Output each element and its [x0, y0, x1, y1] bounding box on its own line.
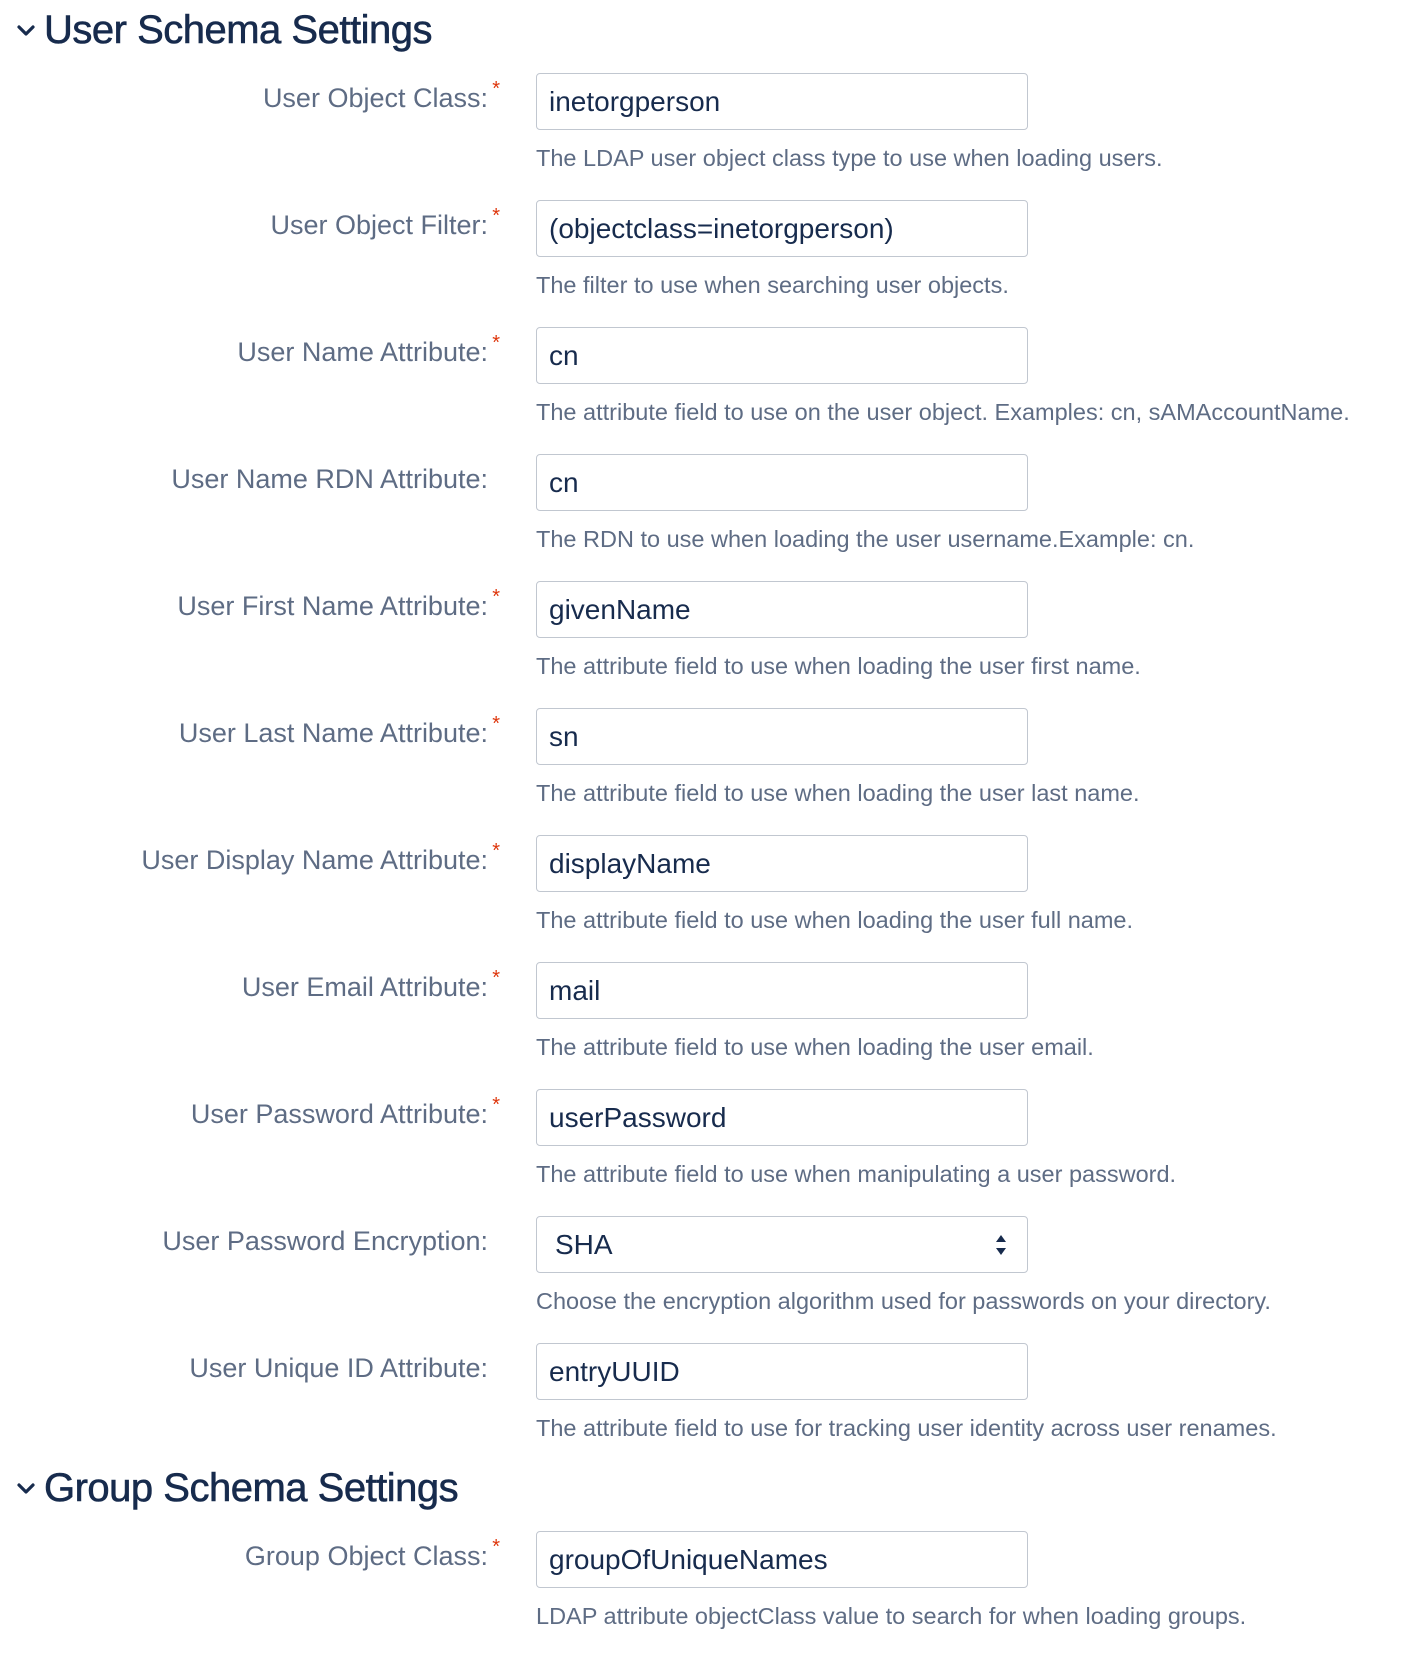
field-label: User Password Encryption: [162, 1226, 488, 1256]
field-help-text: The attribute field to use when loading the user first name. [536, 653, 1141, 679]
user-password-encryption-select[interactable] [536, 1216, 1028, 1273]
user-first-name-attribute-input[interactable] [536, 581, 1028, 638]
user-name-attribute-input[interactable] [536, 327, 1028, 384]
field-label: Group Object Class: * [244, 1536, 500, 1571]
required-marker: * [492, 78, 500, 100]
field-label: User Unique ID Attribute: [189, 1353, 488, 1383]
field-help-text: Choose the encryption algorithm used for passwords on your directory. [536, 1288, 1271, 1314]
field-user-unique-id-attribute [0, 1343, 1428, 1463]
field-label: User Object Filter: * [270, 205, 500, 240]
field-help-text: The attribute field to use when loading the user email. [536, 1034, 1094, 1060]
field-label: User First Name Attribute: * [177, 586, 500, 621]
field-user-name-rdn-attribute [0, 454, 1428, 574]
selected-value: SHA [555, 1228, 613, 1260]
field-label: User Password Attribute: * [190, 1094, 500, 1129]
user-last-name-attribute-input[interactable] [536, 708, 1028, 765]
field-label: User Display Name Attribute: * [141, 840, 500, 875]
required-marker: * [492, 205, 500, 227]
user-password-attribute-input[interactable] [536, 1089, 1028, 1146]
field-group-object-class [0, 1531, 1428, 1651]
field-help-text: The attribute field to use on the user object. Examples: cn, sAMAccountName. [536, 399, 1350, 425]
user-display-name-attribute-input[interactable] [536, 835, 1028, 892]
field-user-password-attribute [0, 1089, 1428, 1209]
field-help-text: The attribute field to use for tracking user identity across user renames. [536, 1415, 1277, 1441]
field-help-text: The filter to use when searching user objects. [536, 272, 1009, 298]
field-label: User Object Class: * [262, 78, 500, 113]
user-schema-section-header[interactable] [14, 8, 432, 53]
field-user-object-class [0, 73, 1428, 193]
required-marker: * [492, 840, 500, 862]
field-label: User Last Name Attribute: * [178, 713, 500, 748]
group-schema-section-title: Group Schema Settings [44, 1466, 459, 1510]
user-object-filter-input[interactable] [536, 200, 1028, 257]
user-name-rdn-attribute-input[interactable] [536, 454, 1028, 511]
field-label: User Email Attribute: * [241, 967, 500, 1002]
required-marker: * [492, 713, 500, 735]
field-help-text: The attribute field to use when loading the user last name. [536, 780, 1140, 806]
required-marker: * [492, 1536, 500, 1558]
field-help-text: LDAP attribute objectClass value to search for when loading groups. [536, 1603, 1247, 1629]
chevron-down-icon [14, 1477, 38, 1501]
field-user-password-encryption [0, 1216, 1428, 1336]
required-marker: * [492, 332, 500, 354]
field-label: User Name RDN Attribute: [171, 464, 488, 494]
field-user-object-filter [0, 200, 1428, 320]
field-help-text: The RDN to use when loading the user username.Example: cn. [536, 526, 1195, 552]
chevron-down-icon [14, 19, 38, 43]
group-object-class-input[interactable] [536, 1531, 1028, 1588]
field-user-name-attribute [0, 327, 1428, 447]
field-user-display-name-attribute [0, 835, 1428, 955]
field-label: User Name Attribute: * [237, 332, 500, 367]
user-unique-id-attribute-input[interactable] [536, 1343, 1028, 1400]
field-help-text: The attribute field to use when loading the user full name. [536, 907, 1134, 933]
user-schema-section-title: User Schema Settings [44, 8, 432, 52]
user-email-attribute-input[interactable] [536, 962, 1028, 1019]
user-object-class-input[interactable] [536, 73, 1028, 130]
field-user-first-name-attribute [0, 581, 1428, 701]
field-help-text: The LDAP user object class type to use when loading users. [536, 145, 1163, 171]
field-user-last-name-attribute [0, 708, 1428, 828]
field-help-text: The attribute field to use when manipulating a user password. [536, 1161, 1177, 1187]
required-marker: * [492, 586, 500, 608]
select-arrows-icon [993, 1231, 1009, 1259]
required-marker: * [492, 967, 500, 989]
field-user-email-attribute [0, 962, 1428, 1082]
group-schema-section-header[interactable] [14, 1466, 458, 1511]
required-marker: * [492, 1094, 500, 1116]
